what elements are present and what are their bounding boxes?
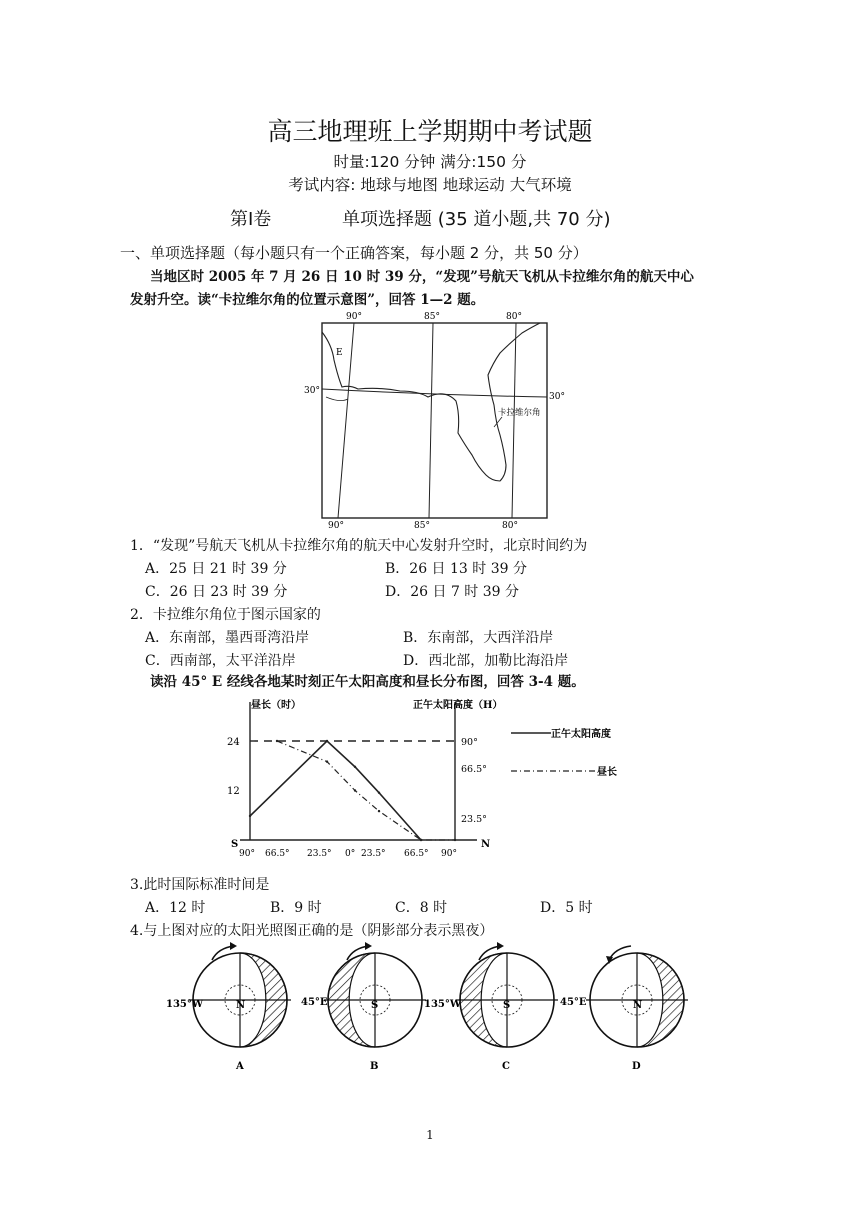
point-day-length [454, 839, 456, 841]
page-title: 高三地理班上学期期中考试题 [267, 117, 593, 146]
point-sun-height [378, 792, 380, 794]
pole-label: S [503, 1000, 511, 1011]
question-2-option-a: A．东南部，墨西哥湾沿岸 [145, 630, 310, 646]
map-bottom-label: 85° [414, 521, 430, 530]
volume-label: 第Ⅰ卷 [230, 209, 272, 230]
point-day-length [276, 740, 278, 742]
chart-y-right-tick: 66.5° [461, 764, 487, 775]
chart-n-label: N [481, 839, 491, 850]
chart-x-tick: 23.5° [361, 849, 386, 859]
map-cape-label: 卡拉维尔角 [498, 408, 541, 418]
point-sun-height [326, 740, 328, 742]
map-bottom-label: 90° [328, 521, 344, 530]
question-3-option-a: A．12 时 [145, 900, 206, 916]
question-1-option-d: D．26 日 7 时 39 分 [385, 584, 520, 600]
chart-left-title: 昼长（时） [251, 700, 301, 711]
chart-x-tick: 0° [345, 849, 356, 859]
map-bottom-label: 80° [502, 521, 518, 530]
globe [586, 946, 688, 1047]
point-day-length [420, 839, 422, 841]
question-3-option-c: C．8 时 [395, 900, 448, 916]
page-number: 1 [426, 1128, 434, 1142]
question-1-option-c: C．26 日 23 时 39 分 [145, 584, 288, 600]
exam-time-score: 时量:120 分钟 满分:150 分 [333, 153, 527, 171]
chart-y-right-tick: 23.5° [461, 814, 487, 825]
globe-label-d: D [632, 1061, 641, 1072]
pole-label: N [633, 1000, 643, 1011]
question-1-option-a: A．25 日 21 时 39 分 [145, 561, 287, 577]
question-3-option-b: B．9 时 [270, 900, 322, 916]
question-2-option-d: D．西北部，加勒比海沿岸 [403, 653, 569, 669]
pole-label: S [371, 1000, 379, 1011]
rotation-arrowhead-icon [497, 942, 504, 950]
globe [456, 942, 558, 1047]
rotation-arrowhead-icon [365, 942, 372, 950]
globe-label-c: C [502, 1061, 510, 1072]
chart-s-label: S [231, 839, 239, 850]
globe-side-label: 135°W [424, 999, 462, 1010]
chart-x-tick: 66.5° [265, 849, 290, 859]
rotation-arrowhead-icon [230, 942, 237, 950]
sunlight-globes-figure [150, 940, 695, 1080]
map-latitude-label-left: 30° [304, 386, 320, 396]
question-2-option-c: C．西南部，太平洋沿岸 [145, 653, 296, 669]
legend-solid-label: 正午太阳高度 [551, 729, 611, 740]
map-latitude-label-right: 30° [549, 392, 565, 402]
series-line-sun-height [250, 741, 421, 840]
map-e-label: E [336, 348, 343, 358]
question-4-stem: 4.与上图对应的太阳光照图正确的是（阴影部分表示黑夜） [130, 923, 494, 939]
chart-y-left-tick: 12 [227, 786, 240, 797]
map-top-label: 80° [506, 312, 522, 322]
intro-1-line-2: 发射升空。读“卡拉维尔角的位置示意图”，回答 1—2 题。 [130, 292, 485, 308]
sun-height-day-length-chart [215, 692, 635, 862]
question-1-option-b: B．26 日 13 时 39 分 [385, 561, 527, 577]
part-heading: 一、单项选择题（每小题只有一个正确答案，每小题 2 分，共 50 分） [120, 244, 588, 262]
pole-label: N [236, 1000, 246, 1011]
series-line-day-length [277, 741, 455, 840]
chart-y-right-tick: 90° [461, 737, 478, 748]
globe-side-label: 135°W [166, 999, 204, 1010]
cape-canaveral-map [300, 305, 570, 530]
point-day-length [378, 810, 380, 812]
chart-y-left-tick: 24 [227, 737, 240, 748]
map-top-label: 85° [424, 312, 440, 322]
legend-dotted-label: 昼长 [597, 767, 617, 778]
globe-label-a: A [236, 1061, 244, 1072]
intro-1-line-1: 当地区时 2005 年 7 月 26 日 10 时 39 分，“发现”号航天飞机从卡拉维尔角的航天中心 [150, 269, 694, 285]
chart-right-title: 正午太阳高度（H） [413, 700, 503, 711]
chart-x-tick: 90° [239, 849, 255, 859]
chart-x-tick: 23.5° [307, 849, 332, 859]
globe-side-label: 45°E [560, 997, 587, 1008]
map-top-label: 90° [346, 312, 362, 322]
globe [324, 942, 426, 1047]
question-3-option-d: D．5 时 [540, 900, 593, 916]
question-2-option-b: B．东南部，大西洋沿岸 [403, 630, 554, 646]
point-day-length [354, 789, 356, 791]
globe-label-b: B [370, 1061, 379, 1072]
point-day-length [326, 760, 328, 762]
exam-content: 考试内容: 地球与地图 地球运动 大气环境 [288, 176, 572, 194]
globe-side-label: 45°E [301, 997, 328, 1008]
question-2-stem: 2．卡拉维尔角位于图示国家的 [130, 607, 321, 623]
volume-description: 单项选择题 (35 道小题,共 70 分) [342, 209, 611, 230]
point-sun-height [249, 815, 251, 817]
chart-x-tick: 90° [441, 849, 457, 859]
intro-2: 读沿 45° E 经线各地某时刻正午太阳高度和昼长分布图，回答 3-4 题。 [150, 674, 585, 690]
chart-x-tick: 66.5° [404, 849, 429, 859]
question-1-stem: 1．“发现”号航天飞机从卡拉维尔角的航天中心发射升空时，北京时间约为 [130, 538, 588, 554]
point-sun-height [354, 766, 356, 768]
globe [189, 942, 291, 1047]
question-3-stem: 3.此时国际标准时间是 [130, 877, 270, 893]
